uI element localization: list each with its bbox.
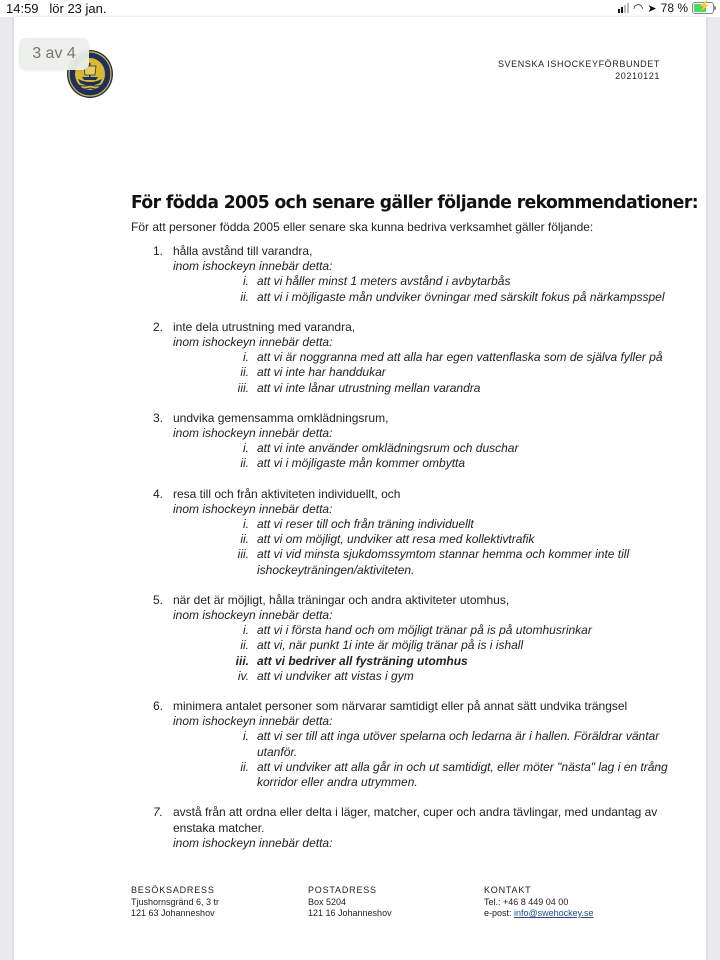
status-icons bbox=[618, 1, 714, 15]
list-item bbox=[131, 699, 671, 790]
wifi-icon: ◠ bbox=[632, 1, 644, 15]
item-number: 7. bbox=[153, 805, 164, 820]
footer-email-line bbox=[484, 908, 594, 920]
sub-point-text: att vi i möjligaste mån kommer ombytta bbox=[257, 456, 466, 471]
sub-point-number: ii. bbox=[240, 532, 249, 547]
sub-point bbox=[173, 669, 671, 684]
battery-percent: 78 % bbox=[660, 1, 688, 15]
footer-line: 121 63 Johanneshov bbox=[131, 908, 215, 918]
document-header bbox=[498, 58, 660, 82]
sub-point-number: ii. bbox=[240, 759, 249, 774]
location-arrow-icon: ➤ bbox=[647, 2, 657, 15]
item-text: resa till och från aktiviteten individuellt, och bbox=[173, 486, 401, 501]
sub-point bbox=[173, 638, 671, 653]
list-item bbox=[131, 805, 671, 851]
sub-point bbox=[173, 623, 671, 638]
sub-point bbox=[173, 290, 671, 305]
item-number: 6. bbox=[153, 699, 164, 714]
list-item bbox=[131, 244, 671, 305]
item-sub-label: inom ishockeyn innebär detta: bbox=[173, 501, 333, 516]
sub-point-list bbox=[173, 729, 671, 790]
footer-contact bbox=[484, 885, 594, 920]
sub-point-list bbox=[173, 517, 671, 578]
item-number: 3. bbox=[153, 410, 164, 425]
item-text: inte dela utrustning med varandra, bbox=[173, 319, 356, 334]
status-time bbox=[6, 1, 106, 16]
sub-point-text: att vi håller minst 1 meters avstånd i avbytarbås bbox=[257, 274, 511, 289]
sub-point-text: att vi inte har handdukar bbox=[257, 365, 386, 380]
sub-point bbox=[173, 547, 671, 577]
item-sub-label: inom ishockeyn innebär detta: bbox=[173, 426, 333, 441]
sub-point-number: iii. bbox=[237, 547, 249, 562]
list-item bbox=[131, 411, 671, 472]
organization-name: SVENSKA ISHOCKEYFÖRBUNDET bbox=[497, 59, 660, 69]
item-text: minimera antalet personer som närvarar samtidigt eller på annat sätt undvika trängsel bbox=[173, 699, 628, 714]
email-label: e-post: bbox=[484, 908, 515, 918]
item-text: när det är möjligt, hålla träningar och andra aktiviteter utomhus, bbox=[173, 592, 510, 607]
footer-line: Tjushornsgränd 6, 3 tr bbox=[131, 896, 220, 907]
sub-point bbox=[173, 365, 671, 380]
date: lör 23 jan. bbox=[49, 1, 107, 16]
email-link[interactable]: info@swehockey.se bbox=[514, 908, 594, 918]
footer-phone: Tel.: +46 8 449 04 00 bbox=[484, 896, 569, 907]
footer-line: Box 5204 bbox=[308, 896, 347, 907]
charging-bolt-icon: ⚡ bbox=[698, 1, 711, 12]
item-sub-label: inom ishockeyn innebär detta: bbox=[173, 259, 333, 274]
sub-point-number: i. bbox=[243, 274, 249, 289]
sub-point-number: ii. bbox=[240, 638, 249, 653]
sub-point bbox=[173, 456, 671, 471]
item-text: undvika gemensamma omklädningsrum, bbox=[173, 410, 389, 425]
battery-icon bbox=[692, 2, 714, 14]
cellular-signal-icon bbox=[618, 3, 629, 13]
recommendation-list bbox=[131, 244, 671, 866]
clock: 14:59 bbox=[6, 1, 39, 16]
sub-point bbox=[173, 350, 671, 365]
item-sub-label: inom ishockeyn innebär detta: bbox=[173, 835, 333, 850]
item-sub-label: inom ishockeyn innebär detta: bbox=[173, 714, 333, 729]
sub-point-list bbox=[173, 623, 671, 684]
sub-point-text: att vi ser till att inga utöver spelarna och ledarna är i hallen. Föräldrar väntar utanför. bbox=[257, 729, 660, 759]
item-text: hålla avstånd till varandra, bbox=[173, 244, 313, 258]
sub-point bbox=[173, 532, 671, 547]
item-number: 4. bbox=[153, 486, 164, 501]
footer-visit-address bbox=[131, 885, 219, 920]
item-text: avstå från att ordna eller delta i läger, matcher, cuper och andra tävlingar, med undantag av enstaka matcher. bbox=[173, 805, 658, 835]
page-indicator: 3 av 4 bbox=[19, 38, 89, 70]
document-title: För födda 2005 och senare gäller följande rekommendationer: bbox=[131, 193, 698, 213]
item-number: 2. bbox=[153, 319, 164, 334]
sub-point-text: att vi, när punkt 1i inte är möjlig tränar på is i ishall bbox=[257, 638, 524, 653]
sub-point-text: att vi reser till och från träning individuellt bbox=[257, 517, 474, 532]
sub-point bbox=[173, 381, 671, 396]
item-number: 5. bbox=[153, 592, 164, 607]
sub-point bbox=[173, 274, 671, 289]
item-sub-label: inom ishockeyn innebär detta: bbox=[173, 608, 333, 623]
footer-heading: POSTADRESS bbox=[308, 885, 377, 895]
sub-point-text: att vi vid minsta sjukdomssymtom stannar hemma och kommer inte till ishockeyträningen/aktiviteten. bbox=[257, 547, 630, 577]
footer-line: 121 16 Johanneshov bbox=[308, 908, 392, 918]
sub-point-number: i. bbox=[243, 441, 249, 456]
sub-point-list bbox=[173, 350, 671, 396]
sub-point-text: att vi inte lånar utrustning mellan varandra bbox=[257, 380, 481, 395]
sub-point-number: i. bbox=[243, 623, 249, 638]
list-item bbox=[131, 320, 671, 396]
sub-point bbox=[173, 760, 671, 790]
sub-point-list bbox=[173, 274, 671, 304]
sub-point-text: att vi är noggranna med att alla har egen vattenflaska som de själva fyller på bbox=[257, 350, 663, 365]
footer-heading: KONTAKT bbox=[484, 885, 532, 895]
sub-point-number: ii. bbox=[240, 365, 249, 380]
footer-post-address bbox=[308, 885, 392, 920]
list-item bbox=[131, 487, 671, 578]
sub-point bbox=[173, 441, 671, 456]
document-intro: För att personer födda 2005 eller senare ska kunna bedriva verksamhet gäller följande: bbox=[131, 220, 594, 234]
sub-point-text: att vi i första hand och om möjligt tränar på is på utomhusrinkar bbox=[257, 623, 592, 638]
sub-point-text: att vi i möjligaste mån undviker övningar med särskilt fokus på närkampsspel bbox=[257, 289, 665, 304]
document-date: 20210121 bbox=[615, 71, 660, 81]
sub-point-text: att vi bedriver all fysträning utomhus bbox=[257, 653, 468, 668]
sub-point bbox=[173, 654, 671, 669]
sub-point-text: att vi undviker att vistas i gym bbox=[257, 668, 414, 683]
sub-point-text: att vi inte använder omklädningsrum och duschar bbox=[257, 441, 519, 456]
sub-point-number: iii. bbox=[235, 653, 249, 668]
sub-point-number: i. bbox=[243, 350, 249, 365]
sub-point-number: ii. bbox=[240, 289, 249, 304]
list-item bbox=[131, 593, 671, 684]
item-sub-label: inom ishockeyn innebär detta: bbox=[173, 335, 333, 350]
sub-point bbox=[173, 517, 671, 532]
sub-point-text: att vi om möjligt, undviker att resa med kollektivtrafik bbox=[257, 532, 535, 547]
sub-point-number: i. bbox=[243, 517, 249, 532]
sub-point-number: iii. bbox=[237, 380, 249, 395]
footer-heading: BESÖKSADRESS bbox=[131, 885, 215, 895]
sub-point bbox=[173, 729, 671, 759]
sub-point-number: iv. bbox=[237, 668, 249, 683]
sub-point-list bbox=[173, 441, 671, 471]
sub-point-number: ii. bbox=[240, 456, 249, 471]
item-number: 1. bbox=[153, 244, 164, 258]
sub-point-text: att vi undviker att alla går in och ut samtidigt, eller möter "nästa" lag i en trång korridor eller andra utrymmen. bbox=[257, 759, 668, 790]
sub-point-number: i. bbox=[243, 729, 249, 744]
status-bar bbox=[0, 0, 720, 17]
